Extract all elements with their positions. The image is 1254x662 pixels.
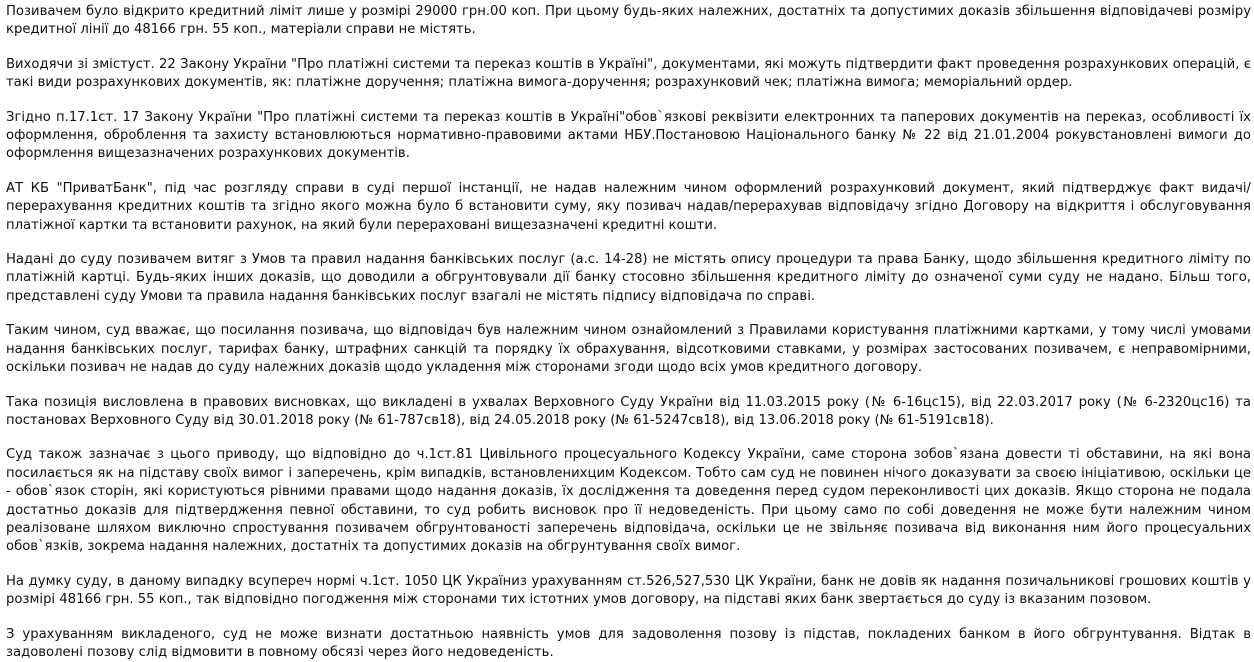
paragraph-final-decision: З урахуванням викладеного, суд не може визнати достатньою наявність умов для задоволення позову із підстав, покладених банком в його обгрунтування. Відтак в задоволені позову слід відмовити в повному обсязі через його недоведеність. bbox=[6, 626, 1251, 660]
paragraph-settlement-documents: Виходячи зі змістуст. 22 Закону України "Про платіжні системи та переказ коштів в Україні", документами, які можуть підтвердити факт проведення розрахункових операцій, є такі види розрахункових документів, як: платіжне доручення; платіжна вимога-доручення; розрахунковий чек; платіжна вимога; меморіальний ордер. bbox=[6, 56, 1251, 91]
paragraph-court-conclusion: Таким чином, суд вважає, що посилання позивача, що відповідач був належним чином ознайомлений з Правилами користування платіжними картками, у тому числі умовами надання банківських послуг, тарифах банку, штрафних санкцій та порядку їх обрахування, відсотковими ставками, у розмірах застосованих позивачем, є неправомірними, оскільки позивач не надав до суду належних доказів щодо укладення між сторонами згоди щодо всіх умов кредитного договору. bbox=[6, 323, 1251, 376]
paragraph-credit-limit: Позивачем було відкрито кредитний ліміт лише у розмірі 29000 грн.00 коп. При цьому будь-яких належних, достатніх та допустимих доказів збільшення відповідачеві розміру кредитної лінії до 48166 грн. 55 коп., матеріали справи не містять. bbox=[6, 4, 1251, 38]
paragraph-supreme-court-position: Така позиція висловлена в правових висновках, що викладені в ухвалах Верховного Суду України від 11.03.2015 року (№ 6-16цс15), від 22.03.2017 року (№ 6-2320цс16) та постановах Верховного Суду від 30.01.2018 року (№ 61-787св18), від 24.05.2018 року (№ 61-5247св18), від 13.06.2018 року (№ 61-5191св18). bbox=[6, 394, 1251, 428]
paragraph-burden-of-proof: Суд також зазначає з цього приводу, що відповідно до ч.1ст.81 Цивільного процесуального Кодексу України, саме сторона зобов`язана довести ті обставини, на які вона посилається як на підставу своїх вимог і заперечень, крім випадків, встановленихцим Кодексом. Тобто сам суд не повинен нічого доказувати за своєю ініціативою, оскільки це - обов`язок сторін, які користуються рівними правами щодо надання доказів, їх дослідження та доведення перед судом переконливості цих доказів. Якщо сторона не подала достатньо доказів для підтвердження певної обставини, то суд робить висновок про її недоведеність. При цьому само по собі доведення не може бути належним чином реалізоване шляхом виключно спростування позивачем обгрунтованості заперечень відповідача, оскільки це не звільняє позивача від виконання ним його процесуальних обов`язків, зокрема надання належних, достатніх та допустимих доказів на обгрунтування своїх вимог. bbox=[6, 447, 1251, 555]
paragraph-privatbank: АТ КБ "ПриватБанк", під час розгляду справи в суді першої інстанції, не надав належним чином оформлений розрахунковий документ, який підтверджує факт видачі/перерахування кредитних коштів та згідно якого можна було б встановити суму, яку позивач надав/перерахував відповідачу згідно Договору на відкриття і обслуговування платіжної картки та встановити рахунок, на який були перераховані вищезазначені кредитні кошти. bbox=[6, 180, 1251, 233]
document-body bbox=[6, 3, 1251, 662]
paragraph-requisites: Згідно п.17.1ст. 17 Закону України "Про платіжні системи та переказ коштів в Україні"обов`язкові реквізити електронних та паперових документів на переказ, особливості їх оформлення, оброблення та захисту встановлюються нормативно-правовими актами НБУ.Постановою Національного банку № 22 від 21.01.2004 рокувстановлені вимоги до оформлення вищезазначених розрахункових документів. bbox=[6, 109, 1251, 162]
paragraph-court-opinion: На думку суду, в даному випадку всупереч нормі ч.1ст. 1050 ЦК Україниз урахуванням ст.526,527,530 ЦК України, банк не довів як надання позичальникові грошових коштів у розмірі 48166 грн. 55 коп., так відповідно погодження між сторонами тих істотних умов договору, на підставі яких банк звертається до суду із вказаним позовом. bbox=[6, 573, 1251, 608]
paragraph-bank-rules-extract: Надані до суду позивачем витяг з Умов та правил надання банківських послуг (а.с. 14-28) не містять опису процедури та права Банку, щодо збільшення кредитного ліміту по платіжній картці. Будь-яких інших доказів, що доводили а обгрунтовували дії банку стосовно збільшення кредитного ліміту до означеної суми суду не надано. Більш того, представлені суду Умови та правила надання банківських послуг взагалі не містять підпису відповідача по справі. bbox=[6, 252, 1251, 304]
